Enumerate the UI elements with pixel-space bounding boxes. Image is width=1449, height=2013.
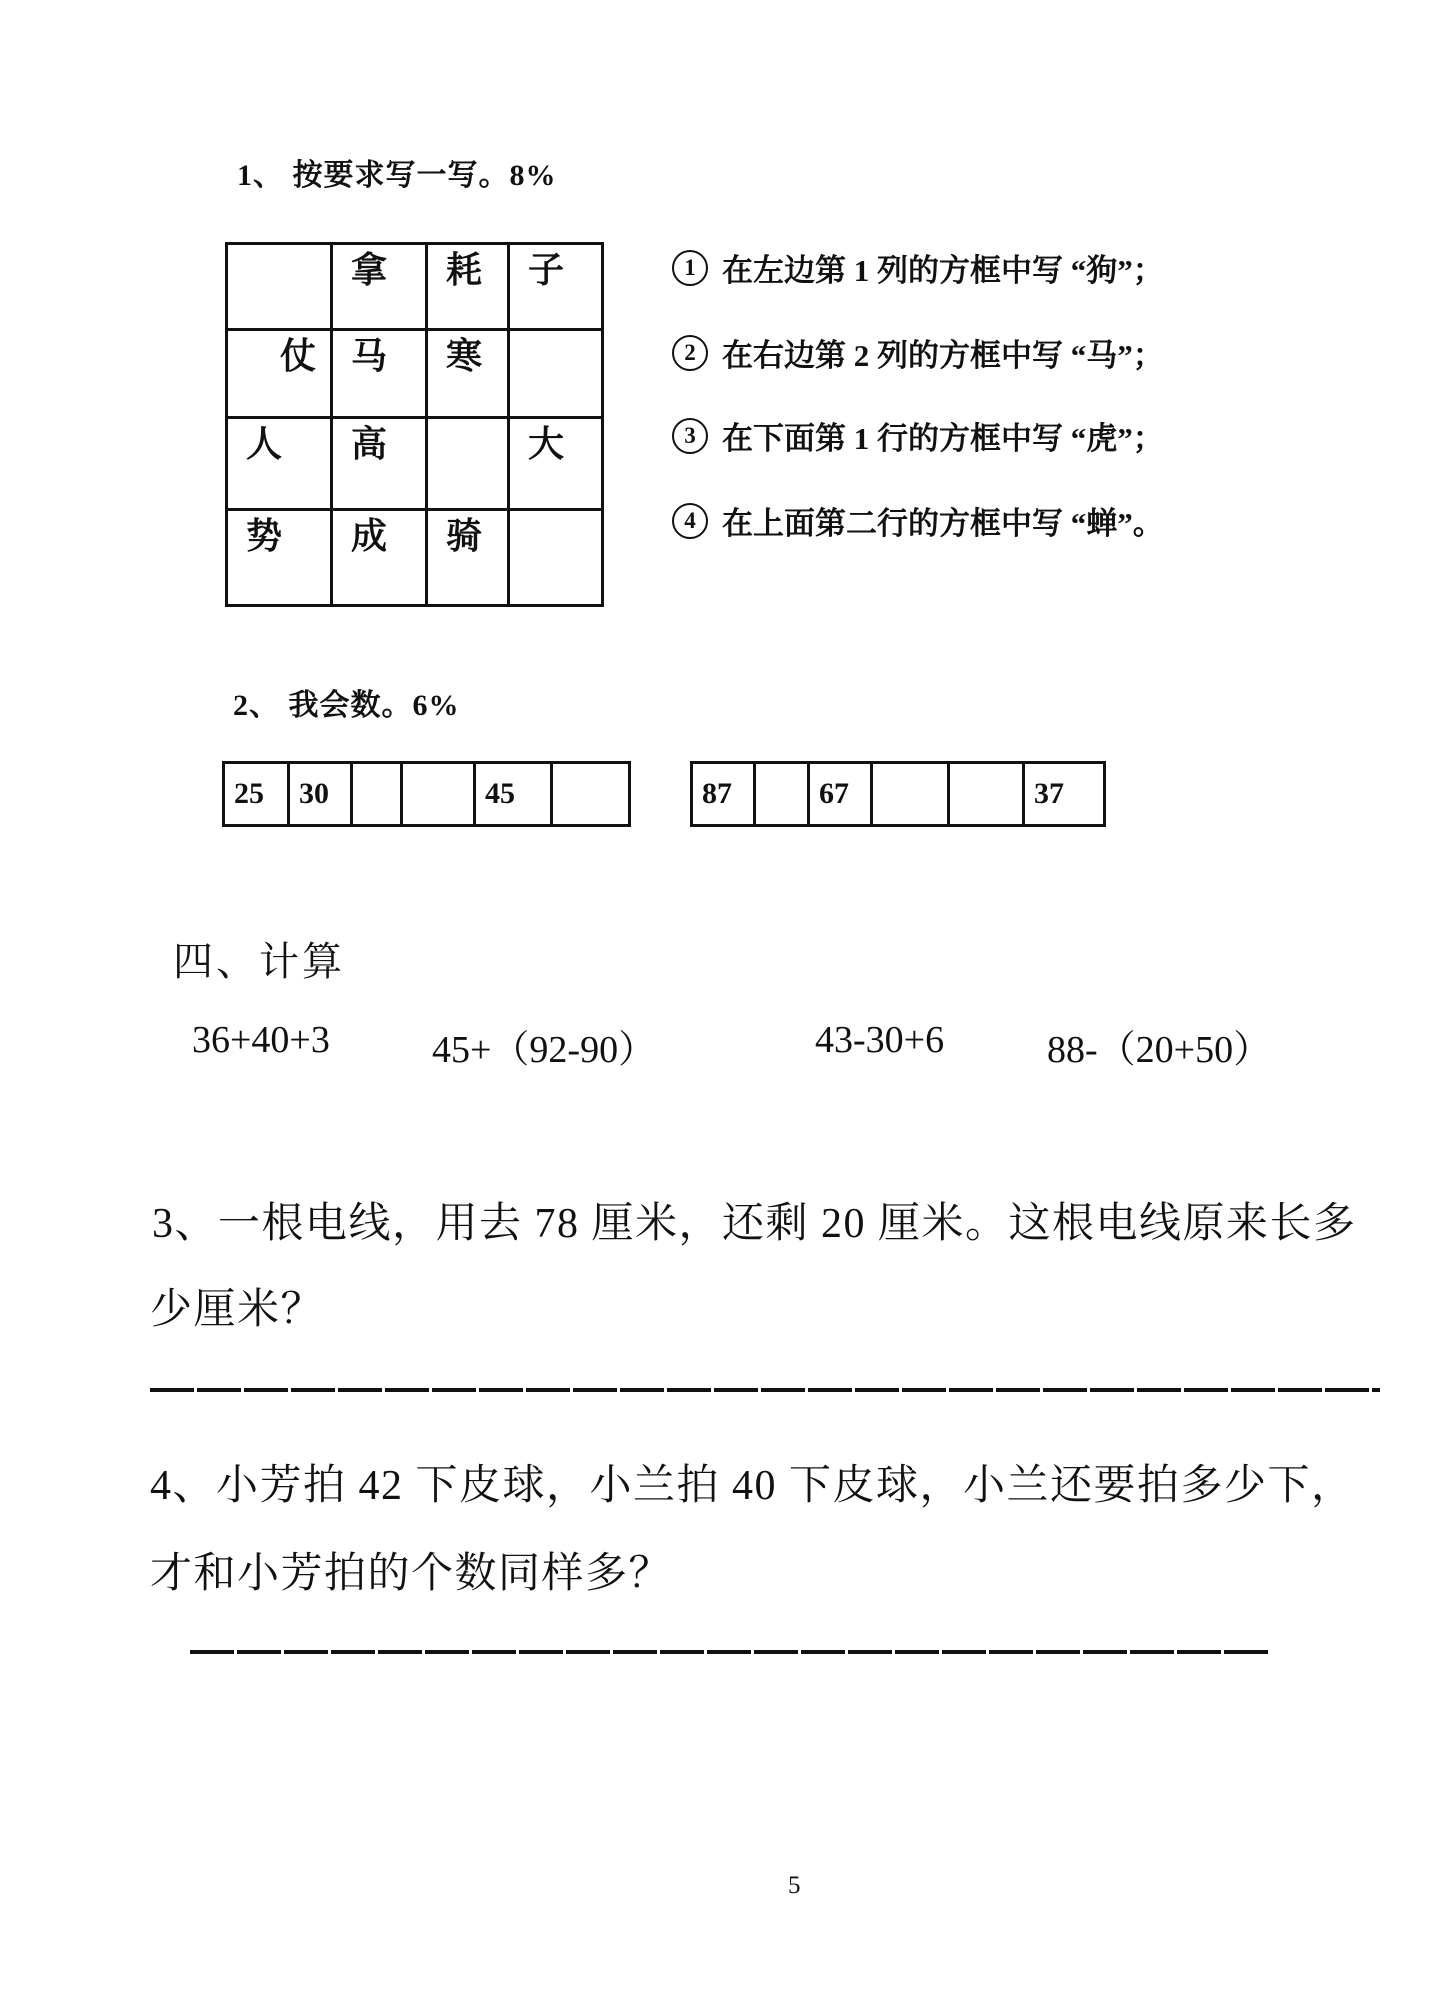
- instruction-text: 在上面第二行的方框中写 “蝉”。: [722, 506, 1164, 541]
- grid-cell: 仗: [228, 331, 333, 419]
- instruction-text: 在左边第 1 列的方框中写 “狗”；: [722, 253, 1164, 288]
- circled-number-icon: 4: [672, 503, 708, 539]
- grid-cell: [510, 511, 604, 607]
- grid-cell: 马: [333, 331, 428, 419]
- circled-number-icon: 3: [672, 418, 708, 454]
- character-grid: [225, 242, 604, 607]
- strip-cell: 45: [476, 764, 553, 824]
- grid-cell: 寒: [428, 331, 510, 419]
- section1-title: 1、 按要求写一写。8%: [237, 159, 557, 192]
- problem3-line1: 3、一根电线，用去 78 厘米，还剩 20 厘米。这根电线原来长多: [152, 1201, 1357, 1247]
- strip-cell: [873, 764, 950, 824]
- instruction-line: [672, 498, 1164, 543]
- instruction-line: [672, 413, 1164, 458]
- calc-expression: 36+40+3: [192, 1019, 330, 1061]
- problem4-line2: 才和小芳拍的个数同样多？: [150, 1551, 673, 1597]
- instruction-line: [672, 245, 1164, 290]
- grid-cell: [510, 331, 604, 419]
- section4-title: 四、计算: [173, 939, 345, 984]
- strip-cell: [950, 764, 1025, 824]
- answer-line: [190, 1650, 1270, 1654]
- grid-cell: 成: [333, 511, 428, 607]
- strip-cell: 30: [290, 764, 353, 824]
- strip-cell: 67: [810, 764, 873, 824]
- strip-cell: 25: [225, 764, 290, 824]
- section2-title: 2、 我会数。6%: [233, 689, 460, 722]
- strip-cell: [553, 764, 628, 824]
- problem3-line2: 少厘米？: [150, 1287, 325, 1333]
- instruction-text: 在右边第 2 列的方框中写 “马”；: [722, 338, 1164, 373]
- grid-cell: 子: [510, 245, 604, 331]
- grid-cell: 高: [333, 419, 428, 511]
- calc-expression: 45+（92-90）: [432, 1029, 657, 1071]
- circled-number-icon: 1: [672, 250, 708, 286]
- calc-expression: 88-（20+50）: [1047, 1029, 1272, 1071]
- strip-cell: [353, 764, 403, 824]
- page-number: 5: [788, 1872, 801, 1899]
- grid-cell: 人: [228, 419, 333, 511]
- answer-line: [150, 1388, 1380, 1392]
- strip-cell: 37: [1034, 777, 1064, 810]
- grid-cell: 骑: [428, 511, 510, 607]
- instruction-line: [672, 330, 1164, 375]
- strip-cell: [403, 764, 476, 824]
- grid-cell: [428, 419, 510, 511]
- number-sequence-strip-2: [690, 761, 1106, 827]
- strip-cell: 87: [693, 764, 756, 824]
- grid-cell: 拿: [333, 245, 428, 331]
- number-sequence-strip-1: [222, 761, 631, 827]
- calc-expression: 43-30+6: [815, 1019, 945, 1061]
- grid-cell: 势: [228, 511, 333, 607]
- strip-cell: [756, 764, 810, 824]
- instruction-text: 在下面第 1 行的方框中写 “虎”；: [722, 421, 1164, 456]
- grid-cell: 大: [510, 419, 604, 511]
- grid-cell: [228, 245, 333, 331]
- circled-number-icon: 2: [672, 335, 708, 371]
- problem4-line1: 4、小芳拍 42 下皮球，小兰拍 40 下皮球，小兰还要拍多少下，: [150, 1463, 1355, 1509]
- grid-cell: 耗: [428, 245, 510, 331]
